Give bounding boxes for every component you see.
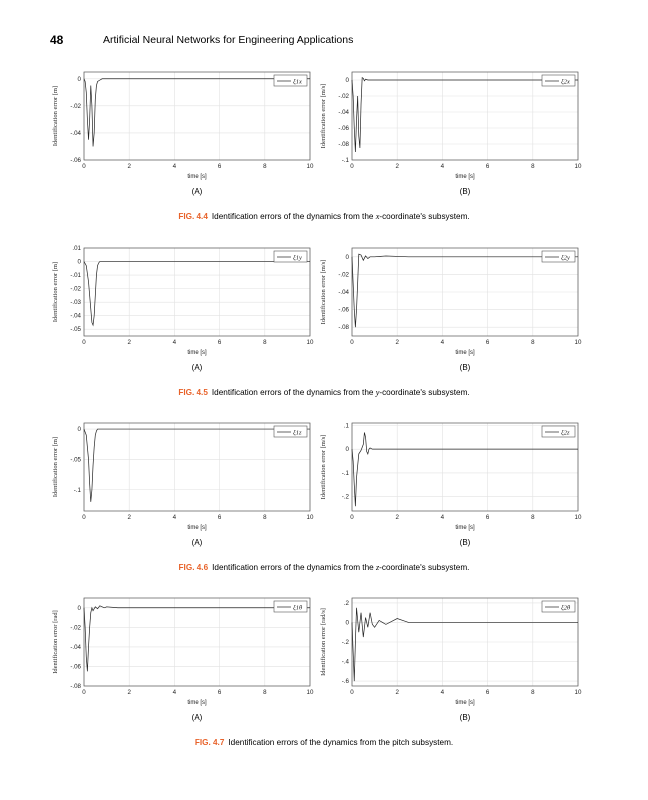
x-tick-label: 6 xyxy=(485,689,490,696)
y-axis-label: Identification error [m] xyxy=(52,85,59,147)
line-chart xyxy=(318,588,588,713)
x-tick-label: 2 xyxy=(395,339,399,346)
x-tick-label: 0 xyxy=(350,339,354,346)
x-tick-label: 2 xyxy=(127,163,131,170)
y-tick-label: -.02 xyxy=(70,102,81,110)
x-tick-label: 0 xyxy=(82,163,86,170)
legend-entry: ξ2z xyxy=(561,429,570,437)
x-tick-label: 4 xyxy=(172,339,177,346)
caption-variable: x xyxy=(375,212,380,221)
subplot xyxy=(50,413,320,563)
x-tick-label: 0 xyxy=(350,689,354,696)
series-line xyxy=(352,78,578,152)
subplot xyxy=(318,62,588,212)
figure-2 xyxy=(0,238,648,416)
x-tick-label: 10 xyxy=(306,163,314,170)
x-axis-label: time [s] xyxy=(455,525,475,531)
x-tick-label: 10 xyxy=(574,689,582,696)
x-tick-label: 6 xyxy=(217,514,222,521)
y-tick-label: -.02 xyxy=(70,285,81,293)
y-axis-label: Identification error [m/s] xyxy=(320,259,327,325)
figure-caption xyxy=(0,388,648,397)
y-tick-label: -.05 xyxy=(70,326,81,334)
x-tick-label: 6 xyxy=(217,163,222,170)
y-tick-label: -.04 xyxy=(338,109,349,116)
x-axis-label: time [s] xyxy=(187,350,207,356)
y-tick-label: 0 xyxy=(77,426,81,434)
series-line xyxy=(352,433,578,507)
figure-number: FIG. 4.5 xyxy=(178,388,208,397)
legend-entry: ξ2x xyxy=(561,78,570,86)
x-tick-label: 6 xyxy=(217,689,222,696)
line-chart xyxy=(50,588,320,713)
x-tick-label: 6 xyxy=(485,514,490,521)
y-axis-label: Identification error [rad] xyxy=(52,610,59,674)
x-tick-label: 10 xyxy=(574,163,582,170)
x-axis-label: time [s] xyxy=(187,525,207,531)
y-tick-label: -.06 xyxy=(70,157,81,164)
y-tick-label: 0 xyxy=(345,619,349,627)
legend-box xyxy=(274,75,307,86)
y-tick-label: .01 xyxy=(72,245,81,252)
subplot xyxy=(50,238,320,388)
y-tick-label: 0 xyxy=(77,258,81,266)
y-tick-label: -.05 xyxy=(70,456,81,464)
legend-entry: ξ1z xyxy=(293,429,302,437)
legend-box xyxy=(542,251,575,262)
legend-entry: ξ1x xyxy=(293,78,302,86)
x-tick-label: 0 xyxy=(82,339,86,346)
x-tick-label: 4 xyxy=(172,163,177,170)
y-tick-label: -.06 xyxy=(338,125,349,132)
figure-3 xyxy=(0,413,648,591)
x-tick-label: 6 xyxy=(217,339,222,346)
y-tick-label: -.06 xyxy=(338,306,349,314)
series-line xyxy=(84,79,310,147)
series-line xyxy=(84,429,310,502)
x-tick-label: 6 xyxy=(485,339,490,346)
line-chart xyxy=(50,62,320,187)
line-chart xyxy=(50,238,320,363)
figure-caption xyxy=(0,563,648,572)
y-tick-label: 0 xyxy=(77,75,81,83)
y-tick-label: -.2 xyxy=(341,639,349,646)
x-tick-label: 4 xyxy=(440,339,445,346)
line-chart xyxy=(318,62,588,187)
y-tick-label: -.03 xyxy=(70,299,81,307)
subplot xyxy=(318,238,588,388)
x-tick-label: 2 xyxy=(127,514,131,521)
y-tick-label: 0 xyxy=(345,446,349,454)
line-chart xyxy=(318,238,588,363)
line-chart xyxy=(50,413,320,538)
caption-text: -coordinate's subsystem. xyxy=(379,212,470,221)
x-tick-label: 8 xyxy=(531,689,535,696)
y-axis-label: Identification error [m] xyxy=(52,436,59,498)
series-line xyxy=(352,254,578,327)
x-tick-label: 0 xyxy=(350,514,354,521)
x-tick-label: 8 xyxy=(263,339,267,346)
y-axis-label: Identification error [m/s] xyxy=(320,83,327,149)
x-tick-label: 4 xyxy=(440,163,445,170)
x-tick-label: 8 xyxy=(531,163,535,170)
x-tick-label: 8 xyxy=(263,163,267,170)
legend-entry: ξ2θ xyxy=(561,604,571,612)
x-tick-label: 8 xyxy=(531,339,535,346)
x-tick-label: 4 xyxy=(172,689,177,696)
y-tick-label: .1 xyxy=(343,422,349,430)
y-tick-label: -.02 xyxy=(70,624,81,632)
figure-caption xyxy=(0,738,648,747)
x-tick-label: 8 xyxy=(531,514,535,521)
legend-entry: ξ2y xyxy=(561,254,570,262)
x-tick-label: 10 xyxy=(574,514,582,521)
y-tick-label: .2 xyxy=(343,599,349,607)
y-tick-label: -.02 xyxy=(338,93,349,100)
x-tick-label: 8 xyxy=(263,514,267,521)
caption-variable: z xyxy=(375,563,380,572)
y-tick-label: -.04 xyxy=(70,129,81,137)
figure-1 xyxy=(0,62,648,240)
x-tick-label: 2 xyxy=(395,689,399,696)
x-tick-label: 2 xyxy=(127,689,131,696)
y-tick-label: -.1 xyxy=(341,157,349,164)
y-tick-label: -.1 xyxy=(341,469,349,477)
subplot xyxy=(50,588,320,738)
x-axis-label: time [s] xyxy=(455,700,475,706)
subfigure-label: (A) xyxy=(191,538,203,547)
figure-number: FIG. 4.7 xyxy=(194,738,225,747)
figure-caption xyxy=(0,212,648,221)
y-tick-label: -.4 xyxy=(341,658,349,666)
caption-text: Identification errors of the dynamics from the xyxy=(211,388,376,397)
subfigure-label: (A) xyxy=(191,713,203,722)
y-tick-label: -.06 xyxy=(70,663,81,671)
subfigure-label: (A) xyxy=(191,187,203,196)
x-tick-label: 6 xyxy=(485,163,490,170)
y-axis-label: Identification error [m] xyxy=(52,261,59,323)
y-tick-label: -.04 xyxy=(70,643,81,651)
caption-text: Identification errors of the dynamics from the xyxy=(212,563,376,572)
y-axis-label: Identification error [m/s] xyxy=(320,434,327,500)
x-axis-label: time [s] xyxy=(187,174,207,180)
y-axis-label: Identification error [rad/s] xyxy=(320,608,327,676)
subfigure-label: (B) xyxy=(459,713,471,722)
series-line xyxy=(84,606,310,672)
x-tick-label: 10 xyxy=(306,514,314,521)
figure-number: FIG. 4.4 xyxy=(178,212,208,221)
line-chart xyxy=(318,413,588,538)
y-tick-label: -.2 xyxy=(341,493,349,501)
figure-number: FIG. 4.6 xyxy=(178,563,209,572)
y-tick-label: 0 xyxy=(345,253,349,261)
x-tick-label: 10 xyxy=(574,339,582,346)
subfigure-label: (B) xyxy=(459,538,471,547)
x-tick-label: 2 xyxy=(127,339,131,346)
y-tick-label: -.08 xyxy=(70,683,81,690)
y-tick-label: 0 xyxy=(77,604,81,612)
subfigure-label: (B) xyxy=(459,187,471,196)
x-axis-label: time [s] xyxy=(455,174,475,180)
x-tick-label: 0 xyxy=(82,689,86,696)
caption-variable: y xyxy=(375,388,380,397)
legend-box xyxy=(542,75,575,86)
subfigure-label: (B) xyxy=(459,363,471,372)
series-line xyxy=(352,608,578,681)
legend-box xyxy=(274,251,307,262)
figure-4 xyxy=(0,588,648,766)
y-tick-label: -.02 xyxy=(338,271,349,279)
x-tick-label: 4 xyxy=(440,514,445,521)
caption-text: Identification errors of the dynamics from the pitch subsystem. xyxy=(228,738,454,747)
legend-box xyxy=(274,426,307,437)
caption-text: -coordinate's subsystem. xyxy=(379,563,470,572)
x-tick-label: 10 xyxy=(306,689,314,696)
subplot xyxy=(50,62,320,212)
running-title: Artificial Neural Networks for Engineering Applications xyxy=(103,34,354,46)
y-tick-label: -.08 xyxy=(338,324,349,332)
x-tick-label: 0 xyxy=(350,163,354,170)
x-tick-label: 2 xyxy=(395,514,399,521)
subplot xyxy=(318,413,588,563)
y-tick-label: -.04 xyxy=(70,312,81,320)
x-tick-label: 10 xyxy=(306,339,314,346)
subfigure-label: (A) xyxy=(191,363,203,372)
y-tick-label: -.08 xyxy=(338,141,349,148)
x-tick-label: 2 xyxy=(395,163,399,170)
y-tick-label: -.1 xyxy=(73,486,81,494)
caption-text: -coordinate's subsystem. xyxy=(379,388,470,397)
x-tick-label: 0 xyxy=(82,514,86,521)
y-tick-label: -.01 xyxy=(70,272,81,280)
legend-entry: ξ1y xyxy=(293,254,302,262)
page-number: 48 xyxy=(50,33,64,47)
y-tick-label: 0 xyxy=(345,77,349,84)
caption-text: Identification errors of the dynamics from the xyxy=(211,212,376,221)
y-tick-label: -.6 xyxy=(341,678,349,686)
legend-entry: ξ1θ xyxy=(293,604,303,612)
legend-box xyxy=(542,426,575,437)
subplot xyxy=(318,588,588,738)
x-tick-label: 4 xyxy=(440,689,445,696)
x-axis-label: time [s] xyxy=(455,350,475,356)
x-axis-label: time [s] xyxy=(187,700,207,706)
x-tick-label: 4 xyxy=(172,514,177,521)
y-tick-label: -.04 xyxy=(338,289,349,296)
x-tick-label: 8 xyxy=(263,689,267,696)
